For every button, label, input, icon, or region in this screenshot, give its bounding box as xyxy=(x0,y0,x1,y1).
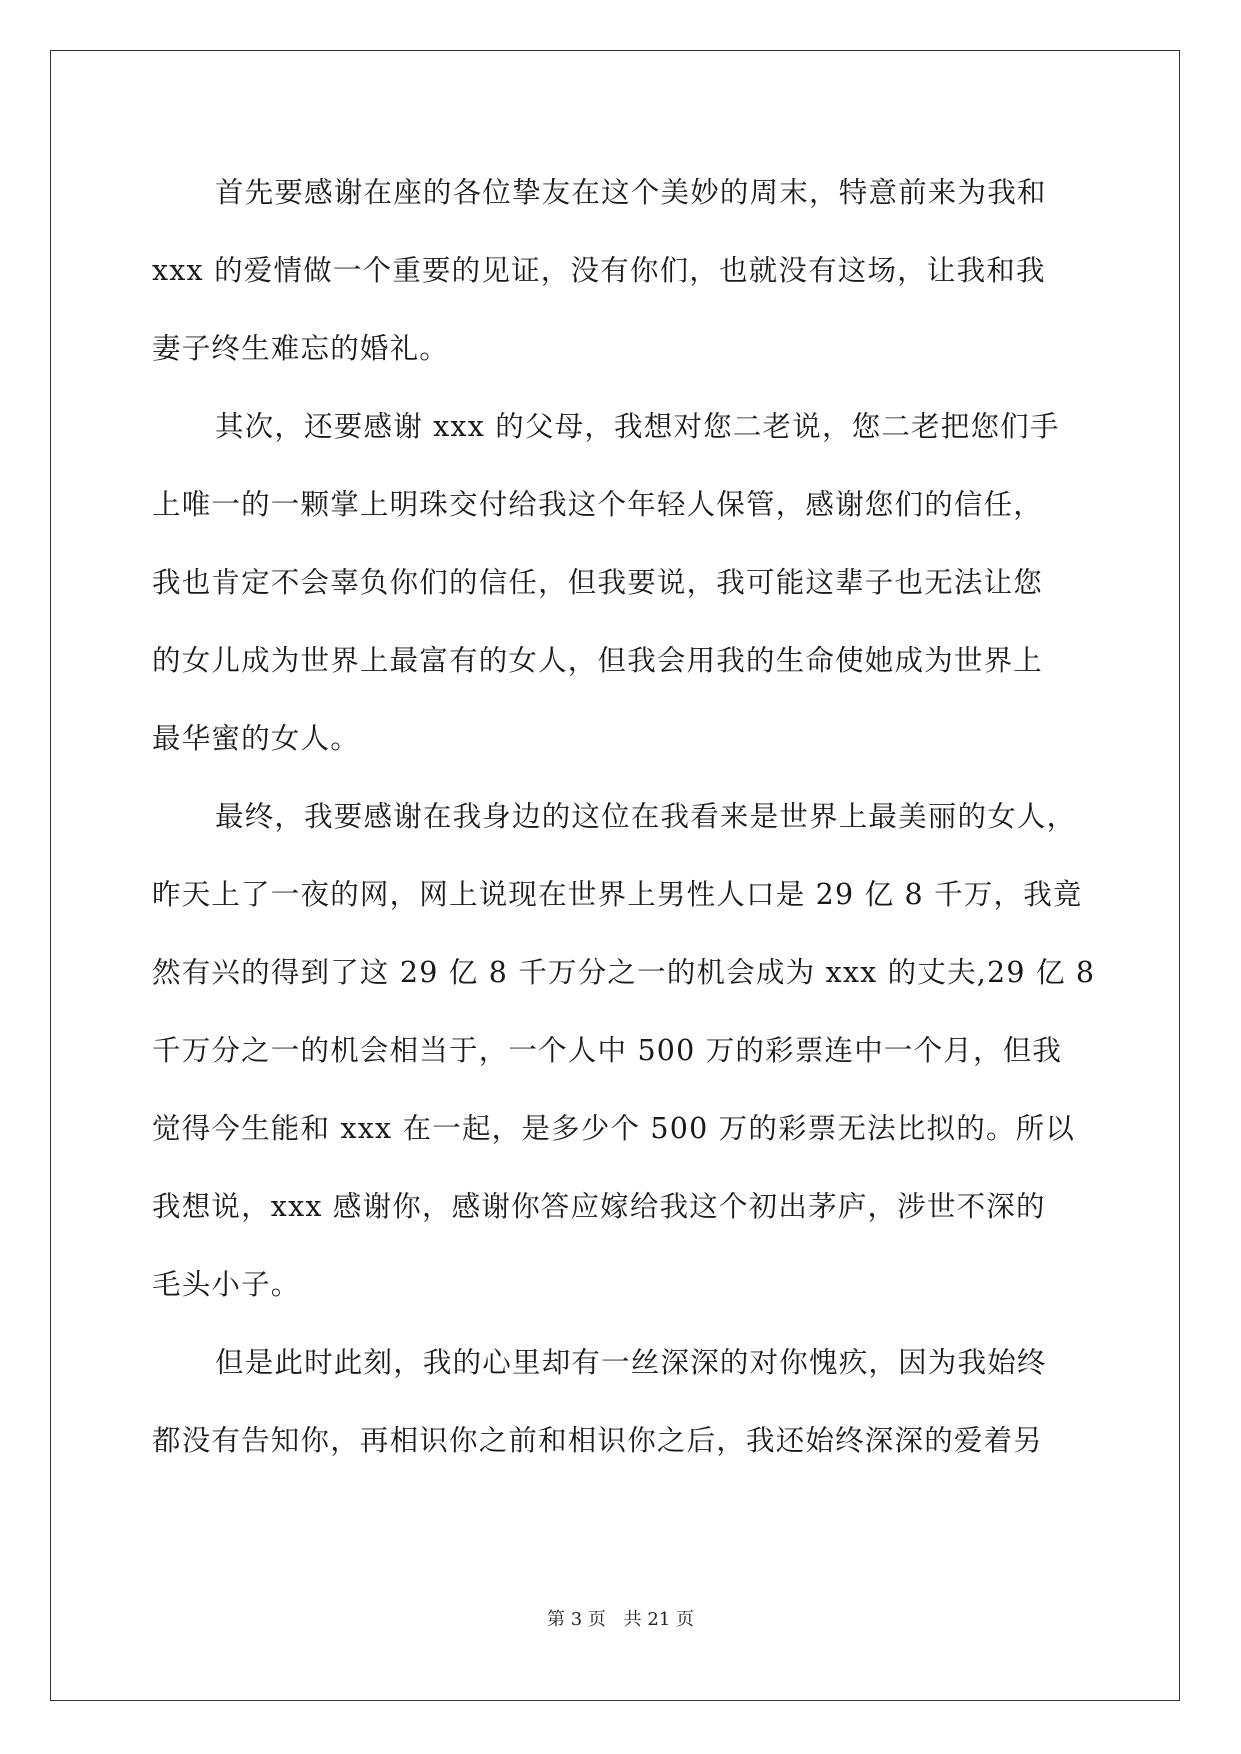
text-line: 最华蜜的女人。 xyxy=(152,722,360,755)
text-line: 其次，还要感谢 xxx 的父母，我想对您二老说，您二老把您们手 xyxy=(215,410,1060,443)
page-footer xyxy=(0,1605,1241,1631)
page-total: 共 21 页 xyxy=(623,1609,694,1630)
text-line: 上唯一的一颗掌上明珠交付给我这个年轻人保管，感谢您们的信任， xyxy=(152,488,1044,521)
text-line: 毛头小子。 xyxy=(152,1268,301,1301)
document-body xyxy=(152,154,1096,1480)
text-line: 千万分之一的机会相当于，一个人中 500 万的彩票连中一个月，但我 xyxy=(152,1034,1063,1067)
text-line: 觉得今生能和 xxx 在一起，是多少个 500 万的彩票无法比拟的。所以 xyxy=(152,1112,1076,1145)
text-line: 但是此时此刻，我的心里却有一丝深深的对你愧疚，因为我始终 xyxy=(215,1346,1047,1379)
text-line: 首先要感谢在座的各位挚友在这个美妙的周末，特意前来为我和 xyxy=(215,176,1047,209)
text-line: 都没有告知你，再相识你之前和相识你之后，我还始终深深的爱着另 xyxy=(152,1424,1044,1457)
text-line: 妻子终生难忘的婚礼。 xyxy=(152,332,450,365)
text-line: xxx 的爱情做一个重要的见证，没有你们，也就没有这场，让我和我 xyxy=(152,254,1046,287)
text-line: 然有兴的得到了这 29 亿 8 千万分之一的机会成为 xxx 的丈夫,29 亿 8 xyxy=(152,956,1096,989)
text-line: 昨天上了一夜的网，网上说现在世界上男性人口是 29 亿 8 千万，我竟 xyxy=(152,878,1083,911)
text-line: 最终，我要感谢在我身边的这位在我看来是世界上最美丽的女人， xyxy=(215,800,1077,833)
text-line: 我也肯定不会辜负你们的信任，但我要说，我可能这辈子也无法让您 xyxy=(152,566,1044,599)
page-number: 第 3 页 xyxy=(547,1609,606,1630)
text-line: 的女儿成为世界上最富有的女人，但我会用我的生命使她成为世界上 xyxy=(152,644,1044,677)
text-line: 我想说，xxx 感谢你，感谢你答应嫁给我这个初出茅庐，涉世不深的 xyxy=(152,1190,1046,1223)
